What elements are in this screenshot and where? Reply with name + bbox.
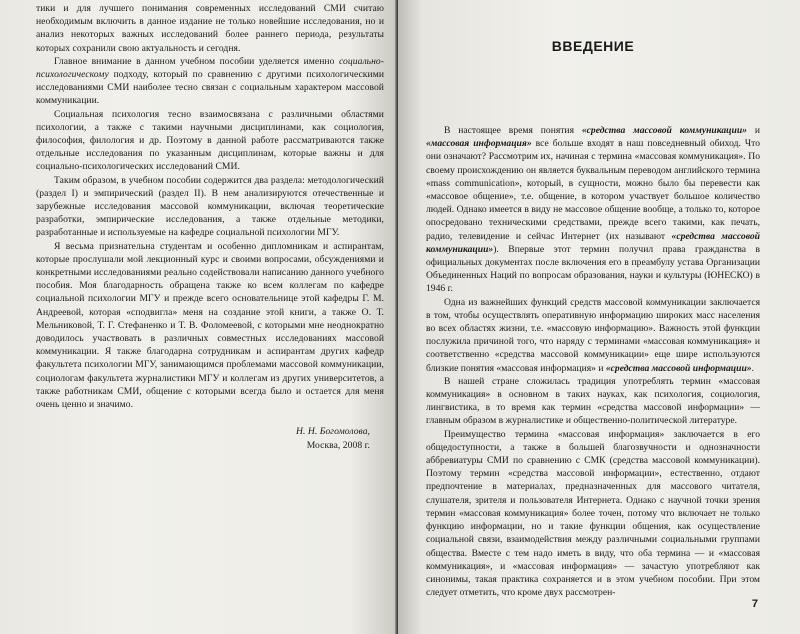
left-page: [0, 0, 398, 634]
right-page-paragraph: В нашей стране сложилась традиция употреблять термин «массовая коммуникация» в основном в таких науках, как психология, социология, лингвистика, в то время как термин «средства массовой информации» — главным образом в журналистике и общественно-политической литературе.: [426, 375, 760, 427]
left-page-paragraph: Главное внимание в данном учебном пособии уделяется именно социально-психологическому подходу, который по сравнению с другими психологическими исследованиями СМИ наиболее тесно связан с социальным характером массовой коммуникации.: [36, 55, 384, 107]
emphasized-term: «средства массовой информации»: [605, 362, 752, 374]
left-page-paragraph: Я весьма признательна студентам и особенно дипломникам и аспирантам, которые прослушали мой лекционный курс и своими вопросами, обсуждениями и конкретными исследованиями реально содействовали написанию данного учебного пособия. Моя благодарность обращена также ко всем коллегам по кафедре социальной психологии МГУ и прежде всего основательнице этой кафедры Г. М. Андреевой, которая «сподвигла» меня на создание этой книги, а также О. Т. Мельниковой, Т. Г. Стефаненко и Т. В. Фоломеевой, с которыми мне неоднократно доводилось участвовать в различных совместных исследованиях массовой коммуникации. Я также благодарна сотрудникам и аспирантам других кафедр факультета психологии МГУ, занимающимся проблемами массовой коммуникации, социологам факультета журналистики МГУ и коллегам из других университетов, а также работникам СМИ, общение с которыми всегда было и остается для меня очень ценно и значимо.: [36, 240, 384, 411]
chapter-heading: ВВЕДЕНИЕ: [551, 38, 635, 54]
emphasized-term: «средства массовой коммуникации»: [426, 230, 760, 255]
right-page-body: [426, 124, 760, 599]
right-page-paragraph: Одна из важнейших функций средств массовой коммуникации заключается в том, чтобы осуществлять оперативную информацию широких масс населения во всех областях жизни, т.е. «массовую информацию». Важность этой функции послужила причиной того, что наряду с терминами «массовая коммуникация» и соответственно «средства массовой коммуникации» еще шире используются близкие понятия «массовая информация» и «средства массовой информации».: [426, 296, 760, 374]
emphasized-term: «средства массовой коммуникации»: [581, 125, 747, 136]
left-page-paragraph: Социальная психология тесно взаимосвязана с различными областями психологии, а также с такими научными дисциплинами, как социология, философия, филология и др. Поэтому в данной работе рассматриваются также отдельные исследования по указанным дисциплинам, которые важны и для социально-психологических исследований СМИ.: [36, 108, 384, 173]
left-page-paragraph: Таким образом, в учебном пособии содержится два раздела: методологический (раздел I) и эмпирический (раздел II). В нем анализируются отечественные и зарубежные исследования массовой коммуникации, включая теоретические разработки, эмпирические исследования, а также отдельные методики, разработанные и используемые на кафедре социальной психологии МГУ.: [36, 174, 384, 239]
emphasized-term: «массовая информация»: [426, 138, 532, 150]
left-page-body: [36, 2, 384, 411]
place-date: Москва, 2008 г.: [306, 439, 370, 451]
left-page-paragraph: тики и для лучшего понимания современных исследований СМИ считаю необходимым включить в данное издание не только новейшие исследования, но и анализ некоторых важных исследований более раннего периода, результаты которых сохранили свою актуальность и сегодня.: [36, 3, 384, 54]
emphasized-term: социально-психологическому: [36, 55, 384, 81]
right-page-paragraph: Преимущество термина «массовая информация» заключается в его общедоступности, а также в большей благозвучности и однозначности аббревиатуры СМИ по сравнению с СМК (средства массовой коммуникации). Поэтому термин «средства массовой информации», естественно, отдают предпочтение в материалах, предназначенных для массового читателя, слушателя, зрителя и пользователя Интернета. Однако с научной точки зрения термин «массовая коммуникация» более точен, потому что включает не только функцию информации, но и такие функции общения, как осуществление социальной связи, взаимодействия между различными социальными группами общества. Вместе с тем надо иметь в виду, что оба термина — и «массовая коммуникация», и «массовая информация» — зачастую употребляют как синонимы, такая практика сохраняется и в этом учебном пособии. При этом следует отметить, что кроме двух рассмотрен-: [426, 428, 760, 599]
right-page: [398, 0, 800, 634]
page-number: 7: [751, 598, 758, 610]
author-signature: Н. Н. Богомолова,: [295, 426, 370, 438]
right-page-paragraph: В настоящее время понятия «средства массовой коммуникации» и «массовая информация» все больше входят в наш повседневный обиход. Что они означают? Рассмотрим их, начиная с термина «массовая коммуникация». По своему происхождению он является буквальным переводом английского термина «mass communication», который, в сущности, можно было бы перевести как «массовое общение», т.е. общение, в котором участвует большое количество людей. Однако имеется в виду не массовое общение вообще, а только то, которое опосредовано техническими средствами, прежде всего такими, как печать, радио, телевидение и сейчас Интернет (их называют «средства массовой коммуникации»). Впервые этот термин получил права гражданства в официальных документах после включения его в преамбулу устава Организации Объединенных Наций по вопросам образования, науки и культуры (ЮНЕСКО) в 1946 г.: [426, 125, 760, 295]
